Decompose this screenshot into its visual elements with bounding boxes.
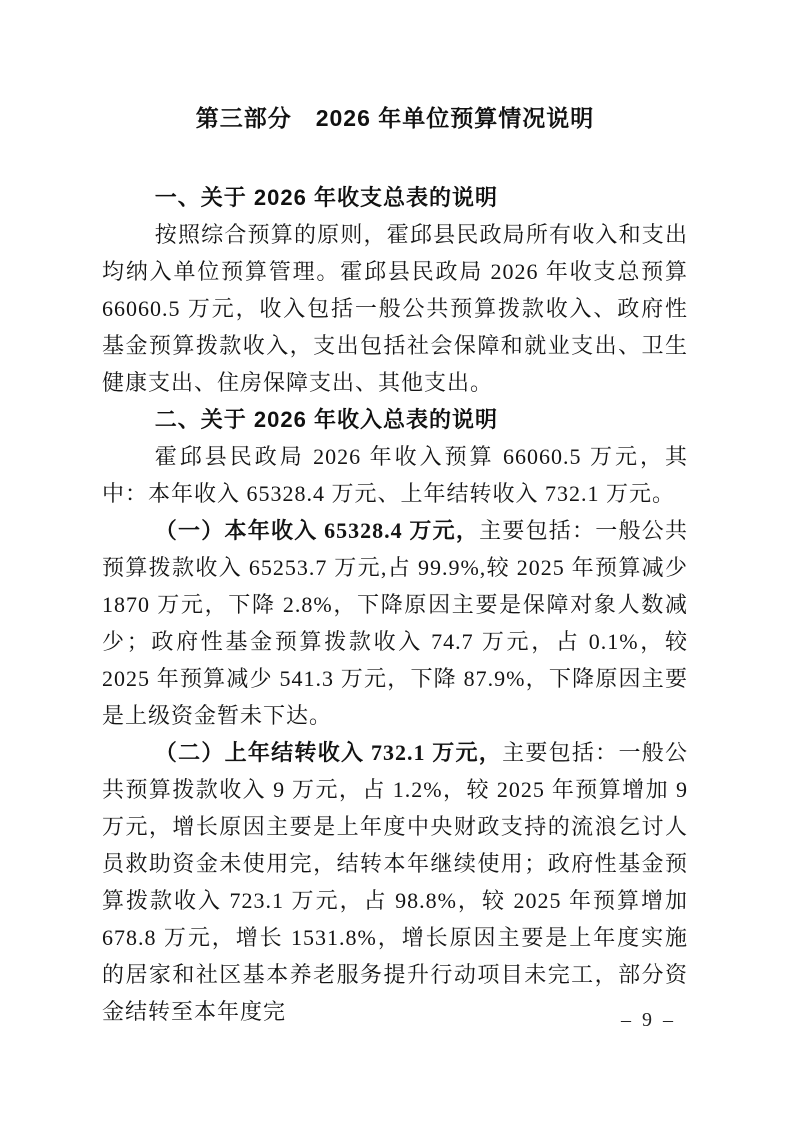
section-heading-income: 二、关于 2026 年收入总表的说明	[154, 407, 498, 432]
paragraph-carryover-income-lead: （二）上年结转收入 732.1 万元，	[154, 740, 503, 765]
document-title: 第三部分 2026 年单位预算情况说明	[195, 105, 595, 131]
paragraph-current-year-income-body: 主要包括：一般公共预算拨款收入 65253.7 万元,占 99.9%,较 2025 年预算减少 1870 万元，下降 2.8%，下降原因主要是保障对象人数减少；政府性基金预算拨款收入 74.7 万元，占 0.1%，较 2025 年预算减少 541.3 万元，下降 87.9%，下降原因主要是上级资金暂未下达。	[102, 518, 688, 728]
paragraph-overall-budget: 按照综合预算的原则，霍邱县民政局所有收入和支出均纳入单位预算管理。霍邱县民政局 2026 年收支总预算 66060.5 万元，收入包括一般公共预算拨款收入、政府性基金预算拨款收入，支出包括社会保障和就业支出、卫生健康支出、住房保障支出、其他支出。	[102, 222, 688, 395]
paragraph-current-year-income	[102, 512, 688, 734]
paragraph-carryover-income-body: 主要包括：一般公共预算拨款收入 9 万元，占 1.2%，较 2025 年预算增加 9 万元，增长原因主要是上年度中央财政支持的流浪乞讨人员救助资金未使用完，结转本年继续使用；政府性基金预算拨款收入 723.1 万元，占 98.8%，较 2025 年预算增加 678.8 万元，增长 1531.8%，增长原因主要是上年度实施的居家和社区基本养老服务提升行动项目未完工，部分资金结转至本年度完	[102, 740, 688, 1024]
paragraph-current-year-income-lead: （一）本年收入 65328.4 万元，	[154, 518, 480, 543]
paragraph-carryover-income	[102, 734, 688, 1030]
paragraph-income-total: 霍邱县民政局 2026 年收入预算 66060.5 万元，其中：本年收入 65328.4 万元、上年结转收入 732.1 万元。	[102, 444, 688, 506]
document-content	[102, 100, 688, 1030]
section-heading-income-expense: 一、关于 2026 年收支总表的说明	[154, 185, 498, 210]
page-number: – 9 –	[621, 1009, 676, 1031]
